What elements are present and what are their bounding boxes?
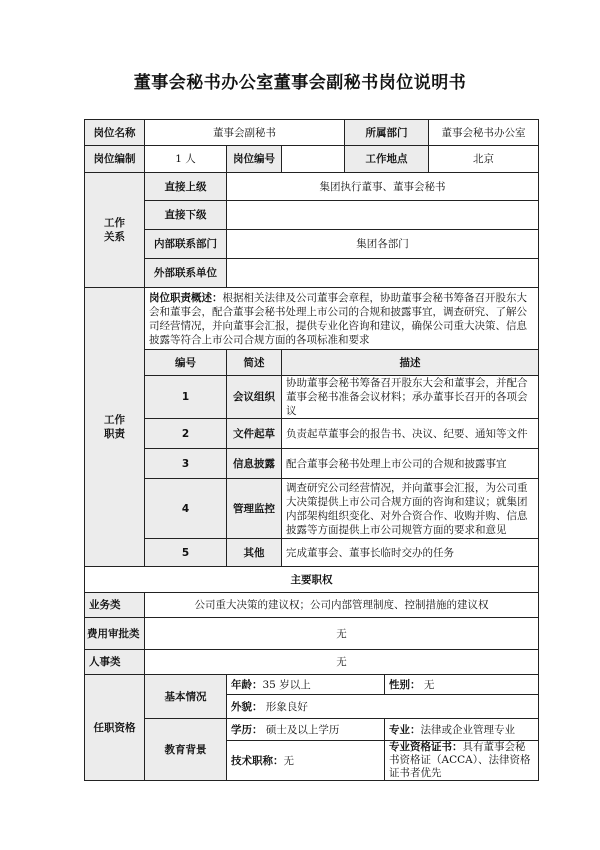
- gender-label: 性别：: [389, 678, 421, 691]
- degree-label: 学历：: [231, 723, 263, 736]
- duties-header-desc: 描述: [282, 350, 539, 376]
- appearance-value: 形象良好: [265, 700, 308, 713]
- row-qual-degree: [85, 719, 539, 741]
- duty-row: [85, 479, 539, 539]
- duty-no: 3: [145, 449, 227, 479]
- duties-overview: [145, 288, 539, 350]
- duty-row: [85, 376, 539, 419]
- gender-value: 无: [423, 678, 435, 691]
- major-label: 专业：: [389, 723, 421, 736]
- relation-label-internal: 内部联系部门: [145, 230, 227, 259]
- row-relation-internal: [85, 230, 539, 259]
- duty-desc: 完成董事会、董事长临时交办的任务: [282, 539, 539, 567]
- job-description-form: [84, 119, 538, 781]
- job-description-table: [84, 119, 539, 781]
- duty-no: 5: [145, 539, 227, 567]
- relation-label-external: 外部联系单位: [145, 259, 227, 288]
- duty-desc: 协助董事会秘书筹备召开股东大会和董事会，并配合董事会秘书准备会议材料；承办董事长召开的各项会议: [282, 376, 539, 419]
- relation-value-external: [227, 259, 539, 288]
- authority-header: 主要职权: [85, 567, 539, 593]
- row-headcount: [85, 146, 539, 173]
- duty-brief: 信息披露: [227, 449, 282, 479]
- authority-value: 无: [145, 650, 539, 675]
- authority-value: 公司重大决策的建议权；公司内部管理制度、控制措施的建议权: [145, 593, 539, 618]
- relation-label-subordinate: 直接下级: [145, 201, 227, 230]
- page-title: 董事会秘书办公室董事会副秘书岗位说明书: [133, 73, 467, 93]
- position-code-label: 岗位编号: [227, 146, 282, 173]
- duty-desc: 负责起草董事会的报告书、决议、纪要、通知等文件: [282, 419, 539, 449]
- duties-overview-text: 根据相关法律及公司董事会章程，协助董事会秘书筹备召开股东大会和董事会，配合董事会秘书处理上市公司的合规和披露事宜，调查研究、了解公司经营情况，并向董事会汇报，提供专业化咨询和建议，确保公司重大决策、信息披露等符合上市公司合规方面的各项标准和要求: [149, 291, 527, 346]
- duties-header-no: 编号: [145, 350, 227, 376]
- qualification-section-label: 任职资格: [85, 675, 145, 781]
- duty-brief: 会议组织: [227, 376, 282, 419]
- relation-label-superior: 直接上级: [145, 173, 227, 201]
- row-duties-overview: [85, 288, 539, 350]
- department-label: 所属部门: [345, 120, 429, 146]
- position-name-value: 董事会副秘书: [145, 120, 345, 146]
- relations-section-label-2: 关系: [104, 231, 125, 243]
- appearance-label: 外貌：: [231, 700, 263, 713]
- relation-value-internal: 集团各部门: [227, 230, 539, 259]
- headcount-label: 岗位编制: [85, 146, 145, 173]
- row-relation-subordinate: [85, 201, 539, 230]
- authority-label: 费用审批类: [85, 618, 145, 650]
- appearance-field: [227, 695, 539, 719]
- education-label: 教育背景: [145, 719, 227, 781]
- certificate-value: 具有董事会秘书资格证（ACCA）、法律资格证书者优先: [389, 741, 531, 779]
- duties-section-label-2: 职责: [104, 428, 125, 440]
- certificate-label: 专业资格证书：: [389, 741, 463, 753]
- relations-section-label: [85, 173, 145, 288]
- tech-title-value: 无: [283, 754, 294, 767]
- row-authority-expense: [85, 618, 539, 650]
- age-field: [227, 675, 385, 695]
- location-label: 工作地点: [345, 146, 429, 173]
- relations-section-label-1: 工作: [104, 217, 125, 229]
- degree-field: [227, 719, 385, 741]
- duty-desc: 调查研究公司经营情况，并向董事会汇报，为公司重大决策提供上市公司合规方面的咨询和建议；就集团内部架构组织变化、对外合资合作、收购并购、信息披露等方面提供上市公司规管方面的要求和意见: [282, 479, 539, 539]
- duty-no: 4: [145, 479, 227, 539]
- row-authority-business: [85, 593, 539, 618]
- relation-value-superior: 集团执行董事、董事会秘书: [227, 173, 539, 201]
- duties-section-label-1: 工作: [104, 414, 125, 426]
- duties-overview-label: 岗位职责概述：: [149, 291, 223, 304]
- duty-row: [85, 539, 539, 567]
- position-name-label: 岗位名称: [85, 120, 145, 146]
- row-duties-header: [85, 350, 539, 376]
- gender-field: [385, 675, 539, 695]
- row-relation-superior: [85, 173, 539, 201]
- basic-info-label: 基本情况: [145, 675, 227, 719]
- duty-no: 1: [145, 376, 227, 419]
- duty-no: 2: [145, 419, 227, 449]
- duty-row: [85, 449, 539, 479]
- row-authority-personnel: [85, 650, 539, 675]
- major-field: [385, 719, 539, 741]
- degree-value: 硕士及以上学历: [265, 723, 340, 736]
- duty-brief: 文件起草: [227, 419, 282, 449]
- duties-section-label: [85, 288, 145, 567]
- position-code-value: [282, 146, 345, 173]
- age-label: 年龄：: [231, 678, 263, 691]
- relation-value-subordinate: [227, 201, 539, 230]
- department-value: 董事会秘书办公室: [429, 120, 539, 146]
- certificate-field: [385, 741, 539, 781]
- tech-title-label: 技术职称：: [231, 754, 284, 767]
- authority-label: 人事类: [85, 650, 145, 675]
- authority-label: 业务类: [85, 593, 145, 618]
- row-qual-age: [85, 675, 539, 695]
- duty-brief: 管理监控: [227, 479, 282, 539]
- duty-desc: 配合董事会秘书处理上市公司的合规和披露事宜: [282, 449, 539, 479]
- row-relation-external: [85, 259, 539, 288]
- authority-value: 无: [145, 618, 539, 650]
- duty-brief: 其他: [227, 539, 282, 567]
- tech-title-field: [227, 741, 385, 781]
- location-value: 北京: [429, 146, 539, 173]
- duties-header-brief: 简述: [227, 350, 282, 376]
- headcount-value: 1 人: [145, 146, 227, 173]
- row-position-name: [85, 120, 539, 146]
- duty-row: [85, 419, 539, 449]
- major-value: 法律或企业管理专业: [420, 723, 515, 736]
- row-authority-header: [85, 567, 539, 593]
- age-value: 35 岁以上: [262, 678, 311, 691]
